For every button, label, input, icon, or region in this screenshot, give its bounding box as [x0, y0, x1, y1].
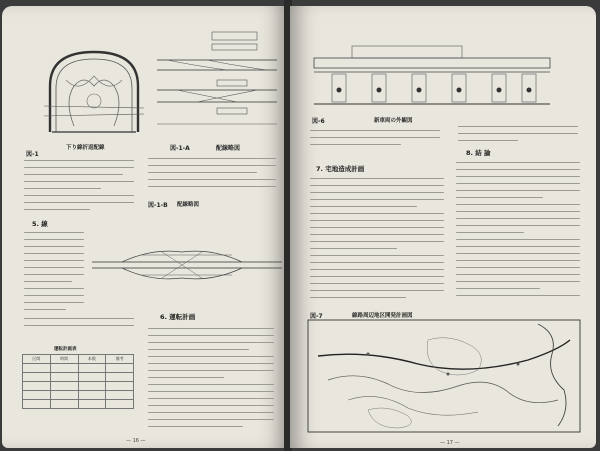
fig1-caption: 図-1	[26, 151, 39, 158]
fig6-caption: 図-6	[312, 118, 325, 125]
left-text-block-1	[24, 160, 134, 216]
left-text-block-2	[148, 158, 276, 193]
left-page	[2, 6, 288, 448]
left-text-block-5	[148, 328, 274, 433]
fig7-title: 線路周辺地区開発計画図	[352, 313, 413, 319]
fig7-map	[308, 320, 580, 438]
right-text-block-2	[458, 126, 578, 147]
fig1a-title: 配線略図	[216, 145, 241, 152]
table-row	[23, 382, 134, 391]
fig1-title: 下り線折返配線	[66, 145, 105, 151]
section-6-heading: 6. 運転計画	[160, 313, 196, 321]
operation-table	[22, 354, 134, 409]
table-header: 区間	[23, 355, 51, 364]
fig6-title: 新車両の外観図	[374, 118, 413, 124]
fig7-caption: 図-7	[310, 313, 323, 320]
table-header: 備考	[106, 355, 134, 364]
table-header: 時間	[50, 355, 78, 364]
table-row	[23, 364, 134, 373]
left-text-block-3	[24, 232, 84, 316]
left-text-block-4	[24, 318, 134, 332]
fig6-drawing	[312, 44, 552, 114]
fig1b-drawing	[92, 238, 282, 288]
right-text-block-1	[310, 130, 440, 151]
table-row	[23, 400, 134, 409]
right-page-number: — 17 —	[440, 440, 460, 446]
section-8-heading: 8. 結 論	[466, 149, 491, 157]
right-page	[290, 6, 596, 448]
fig1a-drawing	[157, 24, 277, 129]
right-text-block-4	[456, 162, 580, 302]
table-row	[23, 391, 134, 400]
fig1b-title: 配線略図	[177, 202, 200, 208]
fig1b-caption: 図-1-B	[148, 202, 168, 209]
section-5-heading: 5. 線	[32, 220, 48, 228]
fig1a-caption: 図-1-A	[170, 145, 190, 152]
table-header: 本数	[78, 355, 106, 364]
right-text-block-3	[310, 178, 444, 304]
table-row	[23, 373, 134, 382]
section-7-heading: 7. 宅地造成計画	[316, 165, 365, 173]
left-page-number: — 16 —	[126, 438, 146, 444]
fig1-drawing	[44, 46, 144, 136]
table-title: 運転計画表	[54, 347, 77, 352]
